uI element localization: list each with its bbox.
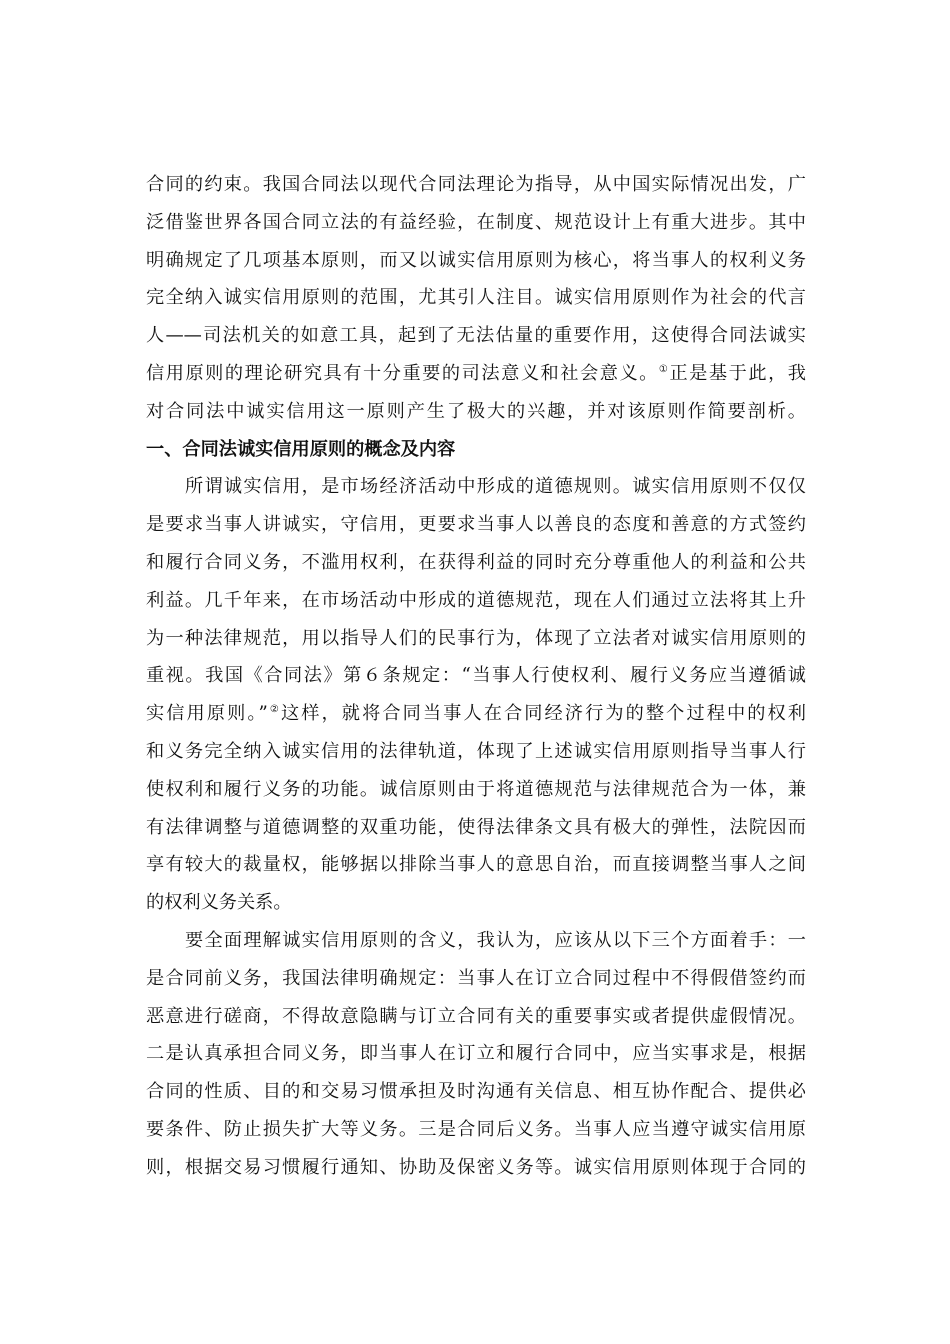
- text-line-with-footnote: [146, 355, 806, 393]
- section-heading: 一、合同法诚实信用原则的概念及内容: [146, 438, 456, 460]
- text-span: 信用原则的理论研究具有十分重要的司法意义和社会意义。: [146, 362, 659, 384]
- text-line: 使权利和履行义务的功能。诚信原则由于将道德规范与法律规范合为一体，兼: [146, 778, 806, 800]
- document-page: [146, 166, 806, 1187]
- text-line: 泛借鉴世界各国合同立法的有益经验，在制度、规范设计上有重大进步。其中: [146, 211, 806, 233]
- text-line: 有法律调整与道德调整的双重功能，使得法律条文具有极大的弹性，法院因而: [146, 816, 806, 838]
- footnote-marker: ①: [658, 363, 670, 375]
- paragraph-intro: [146, 166, 806, 431]
- text-line: 和履行合同义务，不滥用权利，在获得利益的同时充分尊重他人的利益和公共: [146, 551, 806, 573]
- text-line: 完全纳入诚实信用原则的范围，尤其引人注目。诚实信用原则作为社会的代言: [146, 287, 806, 309]
- text-line: 是要求当事人讲诚实，守信用，更要求当事人以善良的态度和善意的方式签约: [146, 514, 806, 536]
- text-span: 这样，就将合同当事人在合同经济行为的整个过程中的权利: [280, 703, 806, 725]
- text-line: 享有较大的裁量权，能够据以排除当事人的意思自治，而直接调整当事人之间: [146, 854, 806, 876]
- text-line: 和义务完全纳入诚实信用的法律轨道，体现了上述诚实信用原则指导当事人行: [146, 740, 806, 762]
- text-line: 明确规定了几项基本原则，而又以诚实信用原则为核心，将当事人的权利义务: [146, 249, 806, 271]
- text-line: 为一种法律规范，用以指导人们的民事行为，体现了立法者对诚实信用原则的: [146, 627, 806, 649]
- text-line: 所谓诚实信用，是市场经济活动中形成的道德规则。诚实信用原则不仅仅: [185, 476, 806, 498]
- text-line: 要条件、防止损失扩大等义务。三是合同后义务。当事人应当遵守诚实信用原: [146, 1118, 806, 1140]
- text-line: 利益。几千年来，在市场活动中形成的道德规范，现在人们通过立法将其上升: [146, 589, 806, 611]
- text-line: 是合同前义务，我国法律明确规定：当事人在订立合同过程中不得假借签约而: [146, 967, 806, 989]
- text-line: 重视。我国《合同法》第６条规定：“当事人行使权利、履行义务应当遵循诚: [146, 665, 806, 687]
- text-span: 正是基于此，我: [669, 362, 806, 384]
- text-line: 二是认真承担合同义务，即当事人在订立和履行合同中，应当实事求是，根据: [146, 1043, 806, 1065]
- footnote-marker: ②: [267, 704, 281, 716]
- text-line: 合同的性质、目的和交易习惯承担及时沟通有关信息、相互协作配合、提供必: [146, 1081, 806, 1103]
- paragraph-definition: [146, 468, 806, 922]
- text-span: 实信用原则。”: [146, 703, 268, 725]
- text-line: 合同的约束。我国合同法以现代合同法理论为指导，从中国实际情况出发，广: [146, 174, 806, 195]
- text-line: 对合同法中诚实信用这一原则产生了极大的兴趣，并对该原则作简要剖析。: [146, 400, 806, 422]
- paragraph-three-aspects: [146, 922, 806, 1187]
- text-line-with-footnote: [146, 695, 806, 733]
- text-line: 人——司法机关的如意工具，起到了无法估量的重要作用，这使得合同法诚实: [146, 325, 806, 347]
- text-line: 的权利义务关系。: [146, 892, 292, 914]
- text-line: 恶意进行磋商，不得故意隐瞒与订立合同有关的重要事实或者提供虚假情况。: [146, 1005, 806, 1027]
- text-line: 则，根据交易习惯履行通知、协助及保密义务等。诚实信用原则体现于合同的: [146, 1156, 806, 1178]
- text-line: 要全面理解诚实信用原则的含义，我认为，应该从以下三个方面着手：一: [185, 929, 806, 951]
